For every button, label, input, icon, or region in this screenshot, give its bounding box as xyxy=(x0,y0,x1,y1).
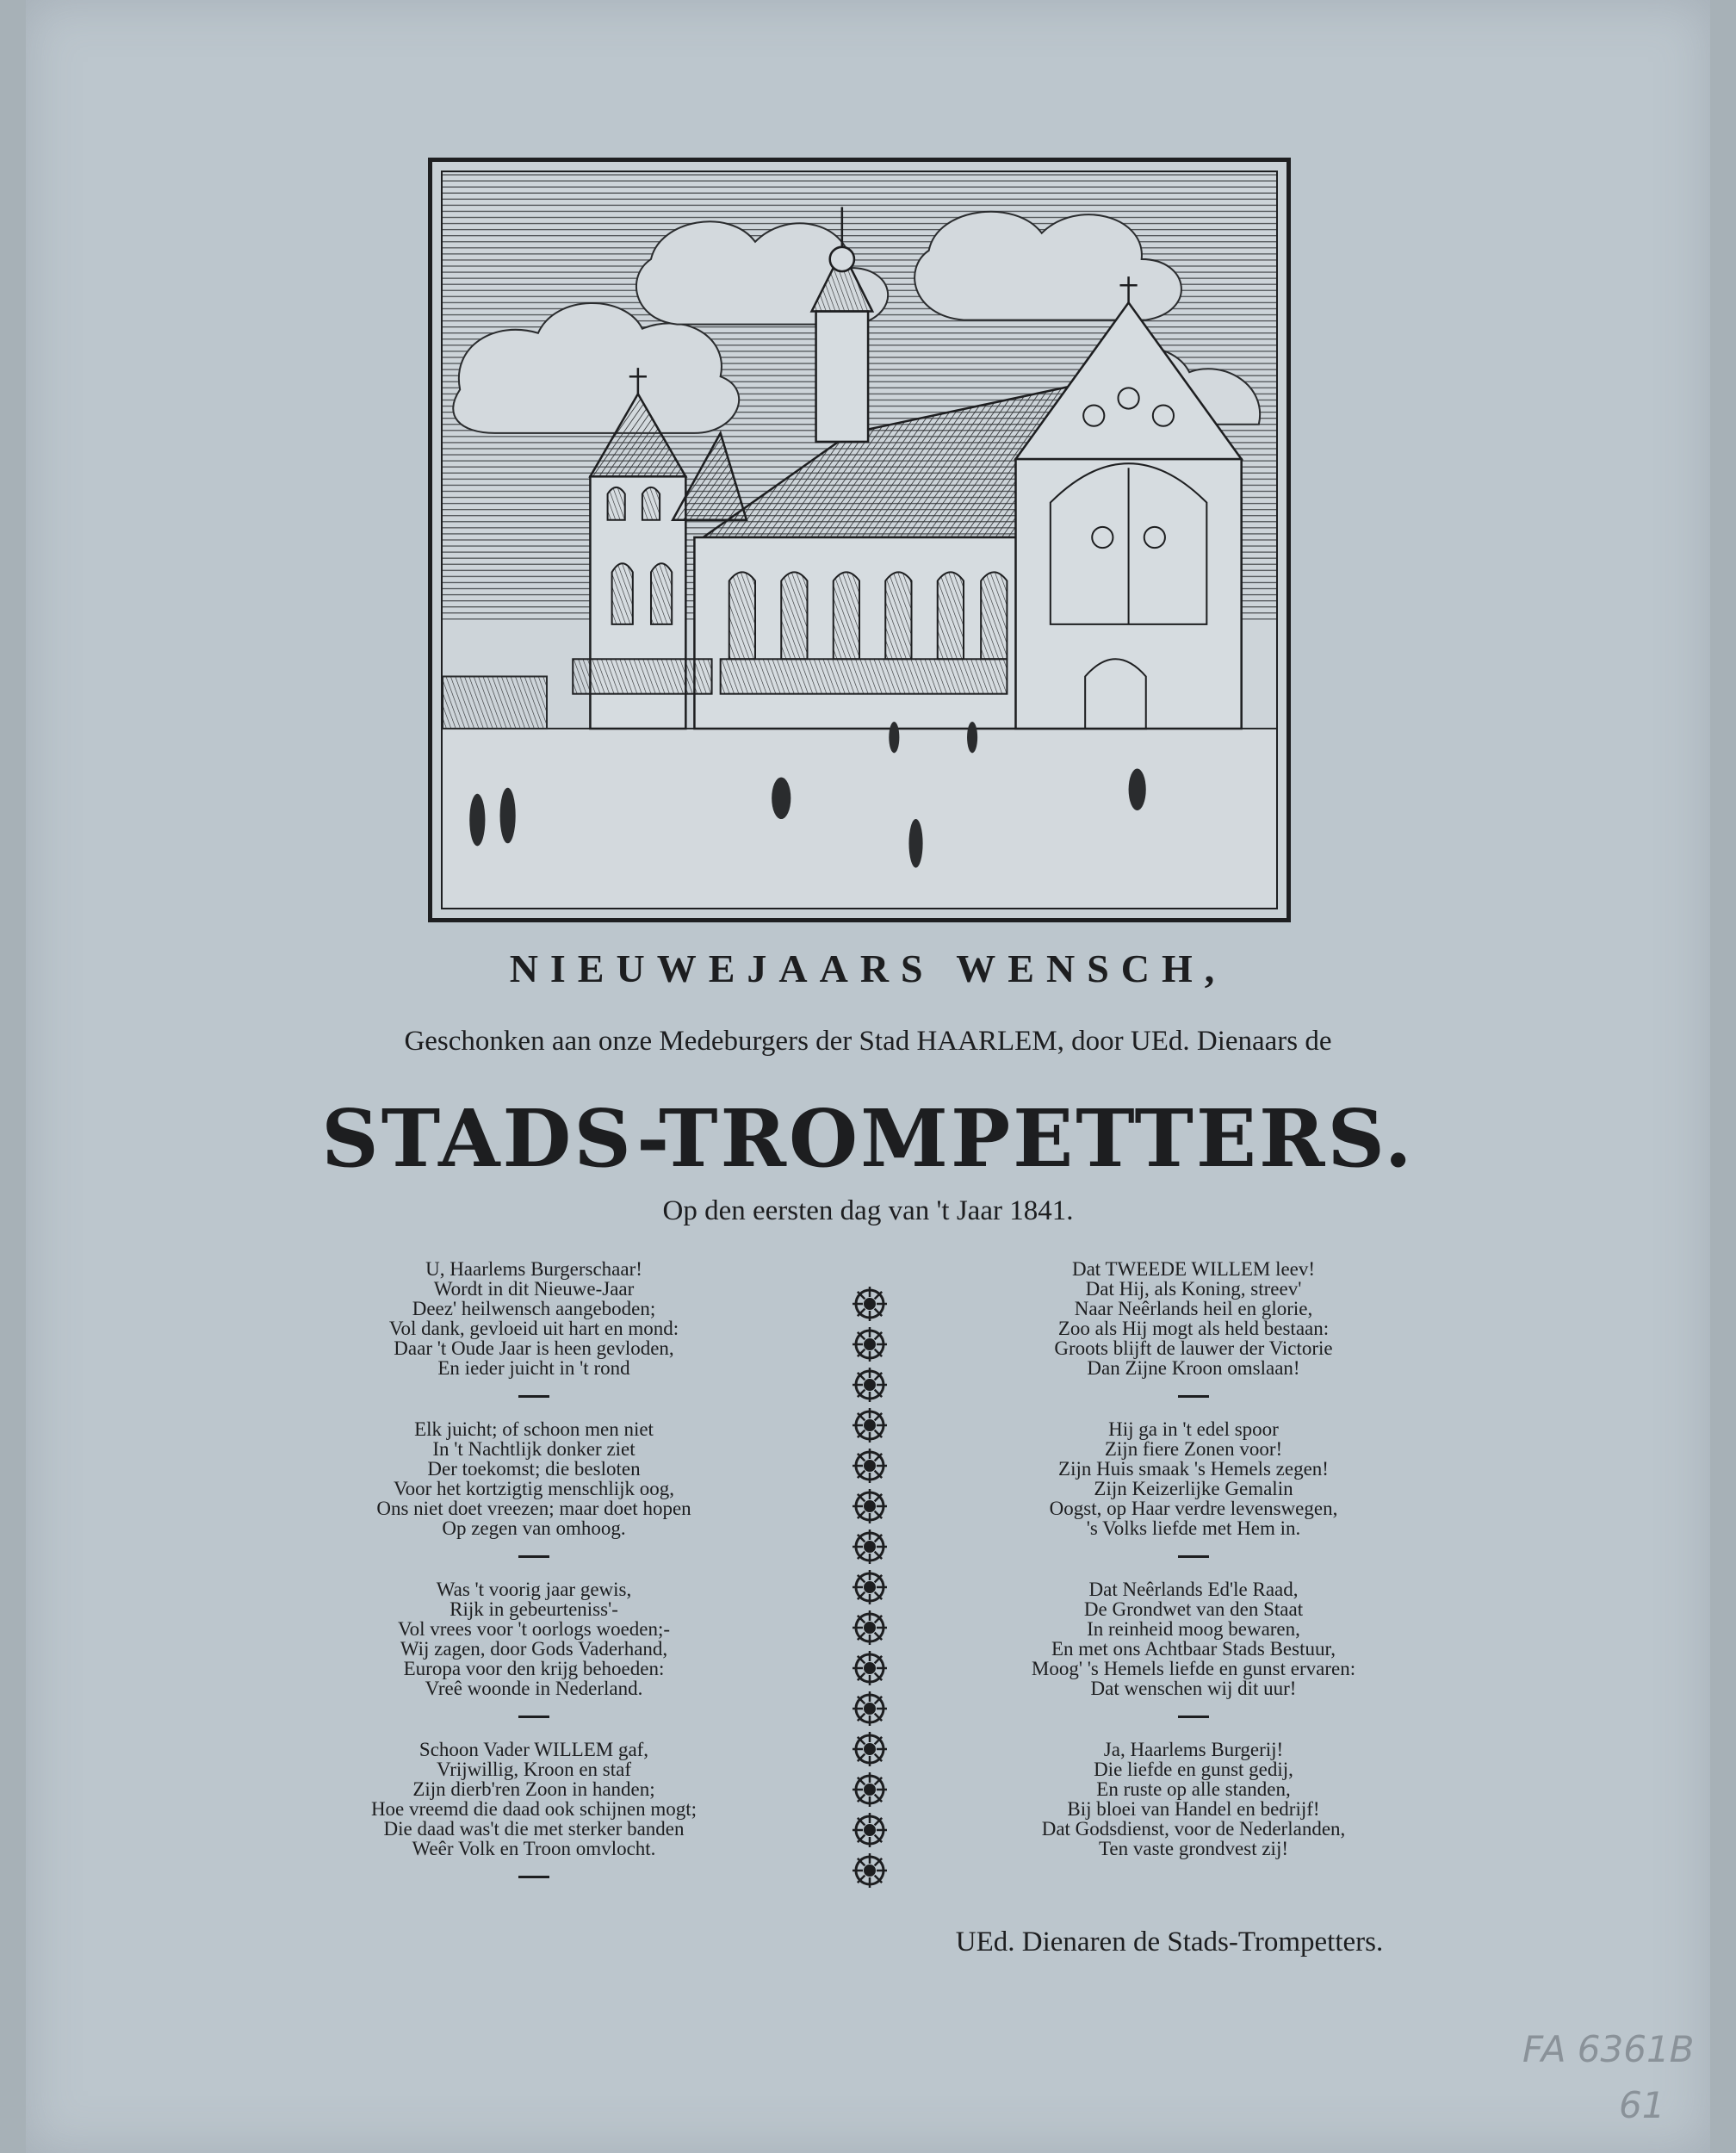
pencil-annotation-number: 61 xyxy=(1619,2084,1665,2126)
ornament-flower xyxy=(852,1449,887,1483)
poem-stanza xyxy=(952,1419,1435,1538)
poem-line: Zijn Huis smaak 's Hemels zegen! xyxy=(1058,1458,1329,1480)
poem-line: Zijn Keizerlijke Gemalin xyxy=(1094,1478,1293,1499)
poster-subtitle: Geschonken aan onze Medeburgers der Stad HAARLEM, door UEd. Dienaars de xyxy=(404,1026,1332,1057)
ornament-flower xyxy=(852,1691,887,1726)
pencil-annotation: FA 6361B xyxy=(1522,2028,1695,2070)
poem-line: Wij zagen, door Gods Vaderhand, xyxy=(400,1638,668,1660)
poem-line: En ruste op alle standen, xyxy=(1096,1778,1291,1800)
poem-line: Elk juicht; of schoon men niet xyxy=(414,1418,654,1440)
poem-line: Vol vrees voor 't oorlogs woeden;- xyxy=(397,1618,671,1640)
poem-line: Bij bloei van Handel en bedrijf! xyxy=(1067,1798,1320,1820)
poem-line: Vreê woonde in Nederland. xyxy=(425,1678,643,1699)
poem-line: Ons niet doet vreezen; maar doet hopen xyxy=(376,1498,691,1519)
poster-title: NIEUWEJAARS WENSCH, xyxy=(509,946,1227,990)
poem-line: Rijk in gebeurteniss'- xyxy=(450,1598,618,1620)
ornament-flower xyxy=(852,1287,887,1321)
ornament-flower xyxy=(852,1489,887,1523)
poem-line: Zijn fiere Zonen voor! xyxy=(1104,1438,1283,1460)
poem-line: Europa voor den krijg behoeden: xyxy=(403,1658,665,1679)
ornament-flower xyxy=(852,1529,887,1564)
ornament-flower xyxy=(852,1732,887,1766)
ornament-flower xyxy=(852,1408,887,1443)
stanza-divider xyxy=(1178,1716,1209,1718)
trees xyxy=(443,676,547,729)
poster-main-heading: STADS-TROMPETTERS. xyxy=(321,1092,1415,1185)
poem-line: Vrijwillig, Kroon en staf xyxy=(436,1759,632,1780)
poem-line: Deez' heilwensch aangeboden; xyxy=(412,1298,656,1319)
poem-line: Wordt in dit Nieuwe-Jaar xyxy=(433,1278,635,1300)
poem-left-column xyxy=(293,1259,775,1900)
poem-line: Dat Godsdienst, voor de Nederlanden, xyxy=(1041,1818,1346,1840)
stanza-divider xyxy=(518,1555,549,1558)
poem-line: Daar 't Oude Jaar is heen gevloden, xyxy=(394,1337,674,1359)
ornament-flower xyxy=(852,1772,887,1807)
poem-stanza xyxy=(952,1259,1435,1378)
church-illustration xyxy=(443,172,1276,908)
poem-stanza xyxy=(293,1579,775,1698)
church-woodcut xyxy=(428,158,1291,922)
poem-line: Dat Hij, als Koning, streev' xyxy=(1085,1278,1302,1300)
poem-line: Zoo als Hij mogt als held bestaan: xyxy=(1057,1318,1330,1339)
poster-date-line: Op den eersten dag van 't Jaar 1841. xyxy=(662,1195,1074,1226)
poem-line: En ieder juicht in 't rond xyxy=(437,1357,630,1379)
poem-line: Die liefde en gunst gedij, xyxy=(1094,1759,1293,1780)
ornament-flower xyxy=(852,1813,887,1847)
poem-line: Dan Zijne Kroon omslaan! xyxy=(1087,1357,1300,1379)
poem-line: Zijn dierb'ren Zoon in handen; xyxy=(412,1778,655,1800)
poem-line: Ten vaste grondvest zij! xyxy=(1098,1838,1289,1859)
poem-line: Naar Neêrlands heil en glorie, xyxy=(1074,1298,1313,1319)
poem-line: In reinheid moog bewaren, xyxy=(1087,1618,1300,1640)
poem-line: 's Volks liefde met Hem in. xyxy=(1086,1517,1301,1539)
poem-line: U, Haarlems Burgerschaar! xyxy=(425,1258,642,1280)
poem-line: En met ons Achtbaar Stads Bestuur, xyxy=(1051,1638,1336,1660)
ornament-flower xyxy=(852,1853,887,1888)
poem-line: Die daad was't die met sterker banden xyxy=(383,1818,685,1840)
poem-stanza xyxy=(952,1740,1435,1858)
poem-line: Dat wenschen wij dit uur! xyxy=(1090,1678,1297,1699)
poem-line: Dat Neêrlands Ed'le Raad, xyxy=(1088,1579,1299,1600)
market-stalls xyxy=(573,659,1007,693)
poem-line: Groots blijft de lauwer der Victorie xyxy=(1054,1337,1333,1359)
poem-line: Hoe vreemd die daad ook schijnen mogt; xyxy=(370,1798,698,1820)
poem-line: Moog' 's Hemels liefde en gunst ervaren: xyxy=(1031,1658,1356,1679)
poem-line: Op zegen van omhoog. xyxy=(442,1517,626,1539)
poem-line: Vol dank, gevloeid uit hart en mond: xyxy=(388,1318,679,1339)
poem-line: Voor het kortzigtig menschlijk oog, xyxy=(393,1478,674,1499)
poem-line: Der toekomst; die besloten xyxy=(427,1458,641,1480)
ornament-flower xyxy=(852,1570,887,1604)
poem-stanza xyxy=(293,1259,775,1378)
poem-right-column xyxy=(952,1259,1435,1876)
poem-line: Oogst, op Haar verdre levenswegen, xyxy=(1049,1498,1338,1519)
ornament-flower xyxy=(852,1610,887,1645)
poem-stanza xyxy=(293,1740,775,1858)
stanza-divider xyxy=(1178,1555,1209,1558)
poem-line: Schoon Vader WILLEM gaf, xyxy=(418,1739,649,1760)
stanza-divider xyxy=(518,1395,549,1398)
poem-stanza xyxy=(293,1419,775,1538)
poem-line: In 't Nachtlijk donker ziet xyxy=(432,1438,636,1460)
ornament-flower xyxy=(852,1368,887,1402)
stanza-divider xyxy=(518,1876,549,1878)
poem-line: Ja, Haarlems Burgerij! xyxy=(1103,1739,1284,1760)
poem-line: Was 't voorig jaar gewis, xyxy=(436,1579,632,1600)
woodcut-frame xyxy=(441,171,1278,909)
stanza-divider xyxy=(1178,1395,1209,1398)
signature: UEd. Dienaren de Stads-Trompetters. xyxy=(955,1927,1384,1958)
square-ground xyxy=(443,729,1276,908)
poem-line: De Grondwet van den Staat xyxy=(1083,1598,1304,1620)
poem-stanza xyxy=(952,1579,1435,1698)
poem-line: Weêr Volk en Troon omvlocht. xyxy=(412,1838,656,1859)
poem-line: Dat TWEEDE WILLEM leev! xyxy=(1071,1258,1316,1280)
stanza-divider xyxy=(518,1716,549,1718)
ornament-flower xyxy=(852,1651,887,1685)
ornament-flower xyxy=(852,1327,887,1362)
ornament-divider xyxy=(851,1283,889,1903)
poem-line: Hij ga in 't edel spoor xyxy=(1108,1418,1279,1440)
